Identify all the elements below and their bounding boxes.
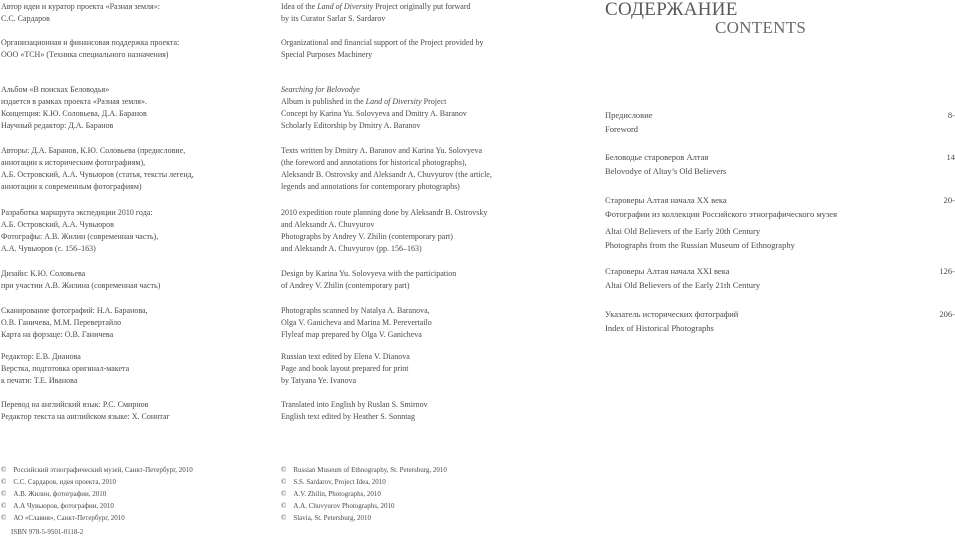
contents-title-ru: СОДЕРЖАНИЕ [605, 0, 738, 20]
copyright-line: © Slavia, St. Petersburg, 2010 [281, 512, 591, 524]
toc-title-en: Foreword [605, 124, 639, 134]
text-span: Idea of the [281, 2, 318, 11]
credit-scan-ru [1, 305, 148, 341]
text-line: and Aleksandr A. Chuvyurov (pp. 156–163) [281, 244, 422, 253]
text-span: Project [421, 97, 447, 106]
credit-album-en [281, 84, 467, 132]
toc-page: 20- [943, 195, 955, 205]
toc-title-en: Belovodye of Altay’s Old Believers [605, 166, 727, 176]
text-line: Russian text edited by Elena V. Dianova [281, 352, 410, 361]
text-line: О.В. Ганичева, М.М. Перевертайло [1, 318, 122, 327]
copyright-ru [1, 464, 273, 524]
toc-entry[interactable] [605, 264, 955, 292]
credit-design-en [281, 268, 456, 292]
text-line: Aleksandr B. Ostrovsky and Aleksandr A. Chuvyurov (the article, [281, 170, 492, 179]
copyright-line: © АО «Славия», Санкт-Петербург, 2010 [1, 512, 273, 524]
text-line: издается в рамках проекта «Разная земля». [1, 97, 147, 106]
credit-album-ru [1, 84, 147, 132]
text-line: Special Purposes Machinery [281, 50, 373, 59]
text-line: legends and annotations for contemporary photographs) [281, 182, 460, 191]
text-line: Photographs scanned by Natalya A. Baranova, [281, 306, 430, 315]
text-line: Concept by Karina Yu. Solovyeva and Dmitry A. Baranov [281, 109, 467, 118]
toc-page: 126- [939, 266, 955, 276]
credit-support-ru [1, 37, 179, 61]
credit-translation-en [281, 399, 428, 423]
toc-title-ru: Фотографии из коллекции Российского этнографического музея [605, 209, 837, 219]
text-line: к печати: Т.Е. Иванова [1, 376, 78, 385]
toc-title-en: Altai Old Believers of the Early 20th Century [605, 226, 761, 236]
text-line: Сканирование фотографий: Н.А. Баранова, [1, 306, 148, 315]
toc-page: 14 [946, 152, 955, 162]
text-line: Перевод на английский язык: Р.С. Смирнов [1, 400, 149, 409]
toc-page: 206- [939, 309, 955, 319]
text-line: Фотографы: А.В. Жилин (современная часть), [1, 232, 159, 241]
isbn: ISBN 978-5-9501-0118-2 [11, 528, 84, 536]
text-line: 2010 expedition route planning done by Aleksandr B. Ostrovsky [281, 208, 488, 217]
credit-route-ru [1, 207, 158, 255]
text-line: by Tatyana Ye. Ivanova [281, 376, 357, 385]
text-line: Scholarly Editorship by Dmitry A. Baranov [281, 121, 421, 130]
toc-title-ru: Указатель исторических фотографий [605, 309, 739, 319]
text-line: Flyleaf map prepared by Olga V. Ganicheva [281, 330, 422, 339]
toc-entry[interactable] [605, 307, 955, 335]
text-line [281, 96, 467, 108]
text-line: Page and book layout prepared for print [281, 364, 409, 373]
credit-route-en [281, 207, 487, 255]
credit-authors-en [281, 145, 492, 193]
text-line [281, 1, 471, 13]
text-line: of Andrey V. Zhilin (contemporary part) [281, 281, 410, 290]
text-span: Project originally put forward [373, 2, 471, 11]
text-line: Texts written by Dmitry A. Baranov and Karina Yu. Solovyeva [281, 146, 483, 155]
copyright-line: © А.А Чувьюров, фотографии, 2010 [1, 500, 273, 512]
text-line: А.Б. Островский, А.А. Чувьюров (статья, тексты легенд, [1, 170, 194, 179]
text-line: Organizational and financial support of the Project provided by [281, 38, 484, 47]
copyright-line: © А.В. Жилин, фотографии, 2010 [1, 488, 273, 500]
text-line: А.Б. Островский, А.А. Чувьюров [1, 220, 114, 229]
text-line: (the foreword and annotations for historical photographs), [281, 158, 467, 167]
toc-title-en: Index of Historical Photographs [605, 323, 714, 333]
text-line: Верстка, подготовка оригинал-макета [1, 364, 130, 373]
text-line: Редактор: Е.В. Дианова [1, 352, 81, 361]
credits-en [281, 0, 591, 460]
credit-translation-ru [1, 399, 170, 423]
text-line: Photographs by Andrey V. Zhilin (contemporary part) [281, 232, 453, 241]
project-name: Land of Diversity [365, 97, 422, 106]
text-line: аннотации к историческим фотографиям), [1, 158, 146, 167]
toc-title-ru: Староверы Алтая начала XXI века [605, 266, 730, 276]
text-line: by its Curator Sarlar S. Sardarov [281, 14, 386, 23]
text-line: аннотации к современным фотографиям) [1, 182, 142, 191]
text-line: Карта на форзаце: О.В. Ганичева [1, 330, 114, 339]
text-line: Авторы: Д.А. Баранов, К.Ю. Соловьева (предисловие, [1, 146, 186, 155]
text-span: Album is published in the [281, 97, 366, 106]
text-line: and Aleksandr A. Chuvyurov [281, 220, 375, 229]
copyright-line: © С.С. Сардаров, идея проекта, 2010 [1, 476, 273, 488]
contents-title-en: CONTENTS [715, 18, 807, 37]
text-line: при участии А.В. Жилина (современная часть) [1, 281, 161, 290]
toc-title-ru: Предисловие [605, 110, 653, 120]
toc-title-ru: Беловодье староверов Алтая [605, 152, 709, 162]
credit-support-en [281, 37, 483, 61]
credits-ru [1, 0, 273, 460]
text-line: Дизайн: К.Ю. Соловьева [1, 269, 86, 278]
text-line: С.С. Сардаров [1, 14, 50, 23]
toc-title-ru: Староверы Алтая начала XX века [605, 195, 727, 205]
credit-editor-en [281, 351, 410, 387]
copyright-line: © A.V. Zhilin, Photographs, 2010 [281, 488, 591, 500]
copyright-line: © Российский этнографический музей, Санкт-Петербург, 2010 [1, 464, 273, 476]
album-title: Searching for Belovodye [281, 85, 360, 94]
text-line: Научный редактор: Д.А. Баранов [1, 121, 114, 130]
text-line: Организационная и финансовая поддержка проекта: [1, 38, 180, 47]
toc-entry[interactable] [605, 108, 955, 136]
toc-page: 8- [947, 110, 955, 120]
text-line: English text edited by Heather S. Sonntag [281, 412, 415, 421]
text-line: ООО «ТСН» (Техника специального назначения) [1, 50, 169, 59]
credit-idea-en [281, 1, 471, 25]
credit-editor-ru [1, 351, 129, 387]
text-line: Автор идеи и куратор проекта «Разная земля»: [1, 2, 160, 11]
toc-entry[interactable] [605, 193, 955, 252]
credit-idea-ru [1, 1, 160, 25]
copyright-line: © S.S. Sardarov, Project Idea, 2010 [281, 476, 591, 488]
text-line: Альбом «В поисках Беловодья» [1, 85, 110, 94]
toc-title-en: Photographs from the Russian Museum of Ethnography [605, 240, 795, 250]
copyright-line: © A.A. Chuvyurov Photographs, 2010 [281, 500, 591, 512]
text-line: Translated into English by Ruslan S. Smirnov [281, 400, 428, 409]
text-line: Olga V. Ganicheva and Marina M. Perevertailo [281, 318, 432, 327]
text-line: А.А. Чувьюров (с. 156–163) [1, 244, 96, 253]
text-line: Редактор текста на английском языке: Х. Соннтаг [1, 412, 170, 421]
toc-entry[interactable] [605, 150, 955, 178]
text-line: Design by Karina Yu. Solovyeva with the participation [281, 269, 457, 278]
credit-design-ru [1, 268, 160, 292]
toc-title-en: Altai Old Believers of the Early 21th Century [605, 280, 761, 290]
text-line: Разработка маршрута экспедиции 2010 года: [1, 208, 153, 217]
copyright-en [281, 464, 591, 524]
credit-scan-en [281, 305, 432, 341]
project-name: Land of Diversity [317, 2, 374, 11]
credit-authors-ru [1, 145, 194, 193]
text-line: Концепция: К.Ю. Соловьева, Д.А. Баранов [1, 109, 147, 118]
copyright-line: © Russian Museum of Ethnography, St. Petersburg, 2010 [281, 464, 591, 476]
